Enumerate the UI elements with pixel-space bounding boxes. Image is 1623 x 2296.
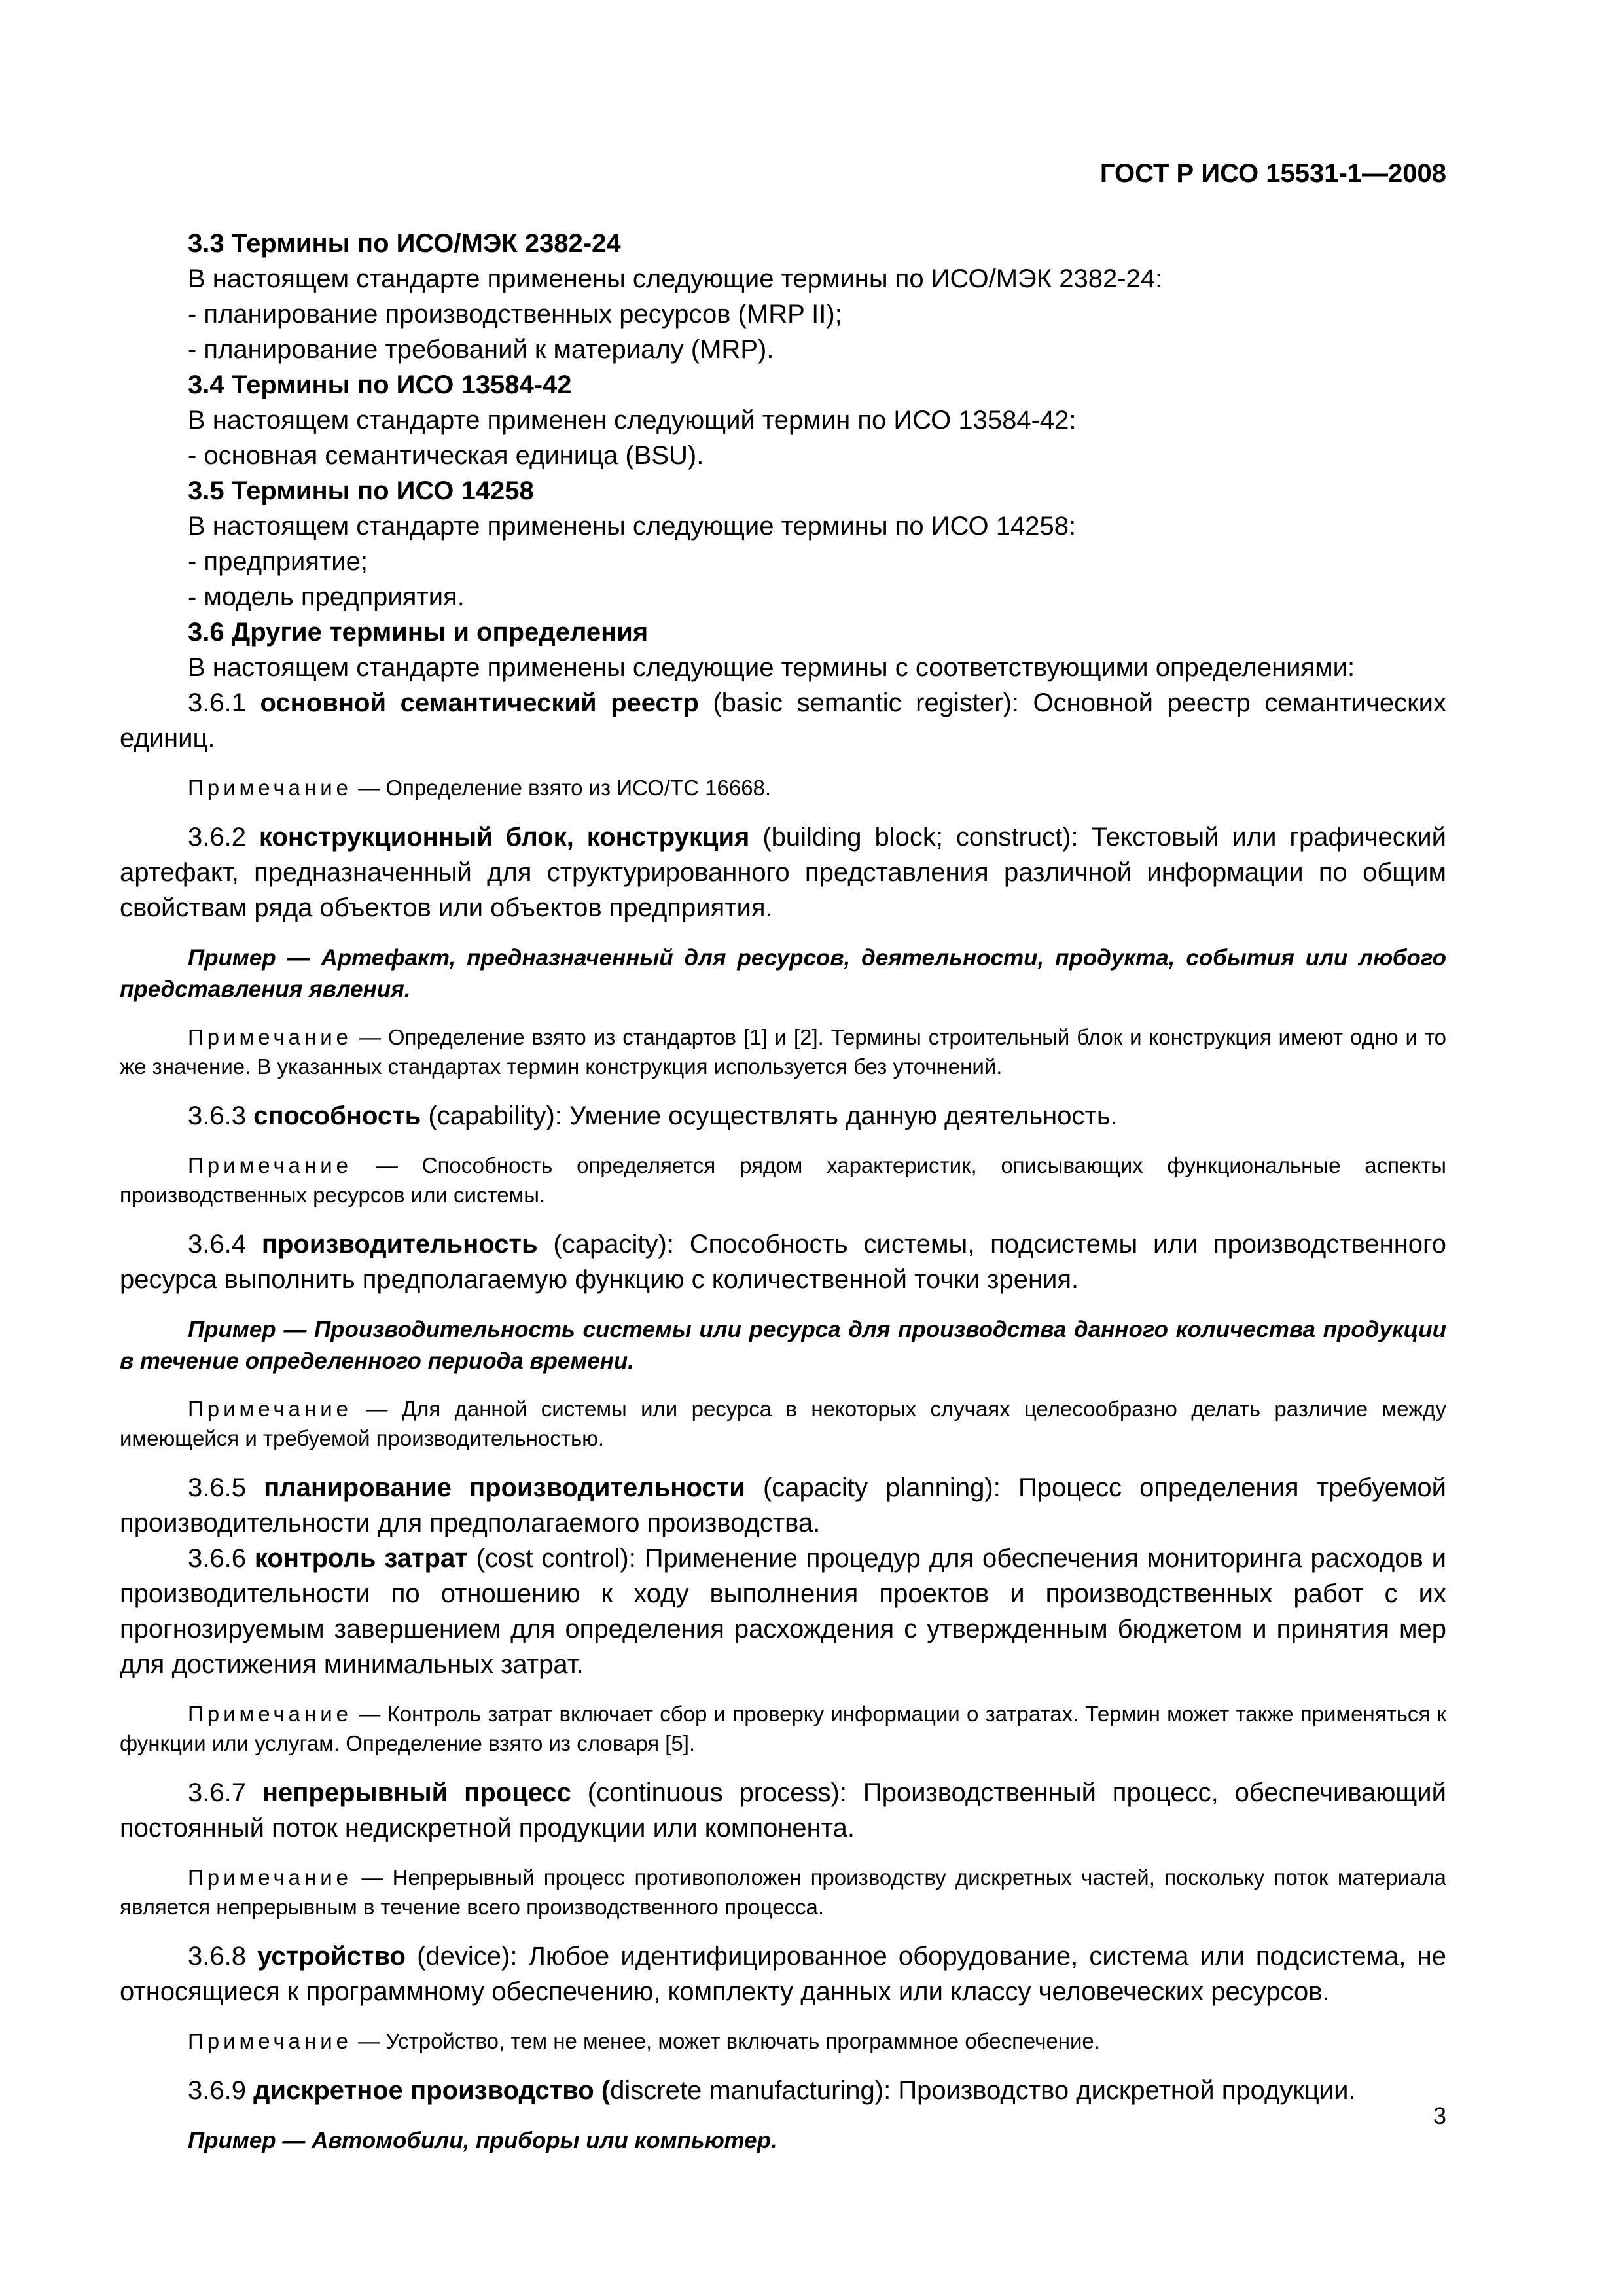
term-3-6-1: [120, 685, 1446, 756]
term-number: 3.6.9: [188, 2076, 246, 2105]
term-definition: (capability): Умение осуществлять данную деятельность.: [421, 1102, 1118, 1130]
section-intro: В настоящем стандарте применен следующий термин по ИСО 13584-42:: [188, 406, 1077, 435]
standard-designation: ГОСТ Р ИСО 15531-1—2008: [1099, 159, 1446, 188]
term-number: 3.6.4: [188, 1230, 246, 1259]
term-name: контроль затрат: [254, 1544, 468, 1573]
term-definition: (basic semantic register): Основной реестр семантических единиц.: [120, 689, 1446, 753]
term-definition: (capacity): Способность системы, подсистемы или производственного ресурса выполнить предполагаемую функцию с количественной точки зрения.: [120, 1230, 1446, 1294]
term-3-6-8: [120, 1939, 1446, 2009]
term-3-6-3: [120, 1098, 1446, 1134]
list-item: - модель предприятия.: [188, 583, 465, 611]
term-3-6-9: [120, 2073, 1446, 2108]
example: Пример — Артефакт, предназначенный для ресурсов, деятельности, продукта, события или любого представления явления.: [120, 945, 1446, 1002]
note-text: — Для данной системы или ресурса в некоторых случаях целесообразно делать различие между имеющейся и требуемой производительностью.: [120, 1397, 1446, 1450]
term-name: производительность: [261, 1230, 538, 1259]
note-text: — Определение взято из ИСО/ТС 16668.: [352, 776, 772, 800]
section-heading-3-6: 3.6 Другие термины и определения: [188, 618, 649, 647]
term-definition: discrete manufacturing): Производство дискретной продукции.: [610, 2076, 1356, 2105]
list-item: - планирование производственных ресурсов (MRP II);: [188, 300, 842, 329]
term-number: 3.6.7: [188, 1778, 246, 1807]
term-number: 3.6.8: [188, 1942, 246, 1971]
section-intro: В настоящем стандарте применены следующие термины с соответствующими определениями:: [188, 653, 1355, 682]
term-definition: (building block; construct): Текстовый или графический артефакт, предназначенный для структурированного представления различной информации по общим свойствам ряда объектов или объектов предприятия.: [120, 823, 1446, 922]
term-number: 3.6.2: [188, 823, 246, 852]
note-text: — Устройство, тем не менее, может включать программное обеспечение.: [352, 2029, 1100, 2053]
term-name: основной семантический реестр: [260, 689, 699, 717]
term-name: дискретное производство (: [253, 2076, 611, 2105]
term-name: планирование производительности: [264, 1473, 745, 1502]
example: Пример — Автомобили, приборы или компьютер.: [188, 2128, 777, 2153]
page-number: 3: [1433, 2102, 1446, 2129]
note: [120, 1394, 1446, 1453]
section-heading-3-4: 3.4 Термины по ИСО 13584-42: [188, 370, 572, 399]
section-heading-3-5: 3.5 Термины по ИСО 14258: [188, 476, 534, 505]
term-definition: (capacity planning): Процесс определения требуемой производительности для предполагаемого производства.: [120, 1473, 1446, 1537]
term-3-6-7: [120, 1775, 1446, 1846]
note-text: — Определение взято из стандартов [1] и [2]. Термины строительный блок и конструкция имеют одно и то же значение. В указанных стандартах термин конструкция используется без уточнений.: [120, 1025, 1446, 1079]
note: [120, 1151, 1446, 1210]
note: [120, 1022, 1446, 1081]
note-label: Примечание: [188, 2029, 353, 2053]
term-number: 3.6.5: [188, 1473, 246, 1502]
term-3-6-2: [120, 819, 1446, 925]
note-label: Примечание: [188, 1025, 353, 1049]
note-text: — Непрерывный процесс противоположен производству дискретных частей, поскольку поток материала является непрерывным в течение всего производственного процесса.: [120, 1865, 1446, 1919]
term-number: 3.6.1: [188, 689, 246, 717]
list-item: - основная семантическая единица (BSU).: [188, 441, 704, 470]
note: [120, 2026, 1446, 2056]
note: [120, 1863, 1446, 1922]
note: [120, 773, 1446, 802]
note-label: Примечание: [188, 1702, 353, 1726]
note-label: Примечание: [188, 1865, 353, 1890]
section-heading-3-3: 3.3 Термины по ИСО/МЭК 2382-24: [188, 229, 621, 258]
term-number: 3.6.3: [188, 1102, 246, 1130]
page-content: [120, 226, 1446, 2157]
section-intro: В настоящем стандарте применены следующие термины по ИСО/МЭК 2382-24:: [188, 264, 1163, 293]
term-definition: (cost control): Применение процедур для обеспечения мониторинга расходов и производительности по отношению к ходу выполнения проектов и производственных работ с их прогнозируемым завершением для определения расхождения с утвержденным бюджетом и принятия мер для достижения минимальных затрат.: [120, 1544, 1446, 1679]
note-label: Примечание: [188, 1397, 353, 1421]
term-number: 3.6.6: [188, 1544, 246, 1573]
note-text: — Контроль затрат включает сбор и проверку информации о затратах. Термин может также применяться к функции или услугам. Определение взято из словаря [5].: [120, 1702, 1446, 1755]
term-name: непрерывный процесс: [262, 1778, 571, 1807]
list-item: - планирование требований к материалу (MRP).: [188, 335, 774, 364]
term-3-6-6: [120, 1541, 1446, 1682]
term-definition: (device): Любое идентифицированное оборудование, система или подсистема, не относящиеся к программному обеспечению, комплекту данных или классу человеческих ресурсов.: [120, 1942, 1446, 2006]
note-label: Примечание: [188, 1153, 353, 1177]
note-label: Примечание: [188, 776, 353, 800]
section-intro: В настоящем стандарте применены следующие термины по ИСО 14258:: [188, 512, 1077, 541]
term-name: устройство: [257, 1942, 406, 1971]
term-definition: (continuous process): Производственный процесс, обеспечивающий постоянный поток недискретной продукции или компонента.: [120, 1778, 1446, 1842]
list-item: - предприятие;: [188, 547, 368, 576]
term-name: конструкционный блок, конструкция: [259, 823, 750, 852]
example: Пример — Производительность системы или ресурса для производства данного количества продукции в течение определенного периода времени.: [120, 1317, 1446, 1374]
note-text: — Способность определяется рядом характеристик, описывающих функциональные аспекты производственных ресурсов или системы.: [120, 1153, 1446, 1207]
term-3-6-4: [120, 1227, 1446, 1297]
term-3-6-5: [120, 1470, 1446, 1541]
term-name: способность: [253, 1102, 421, 1130]
note: [120, 1699, 1446, 1758]
